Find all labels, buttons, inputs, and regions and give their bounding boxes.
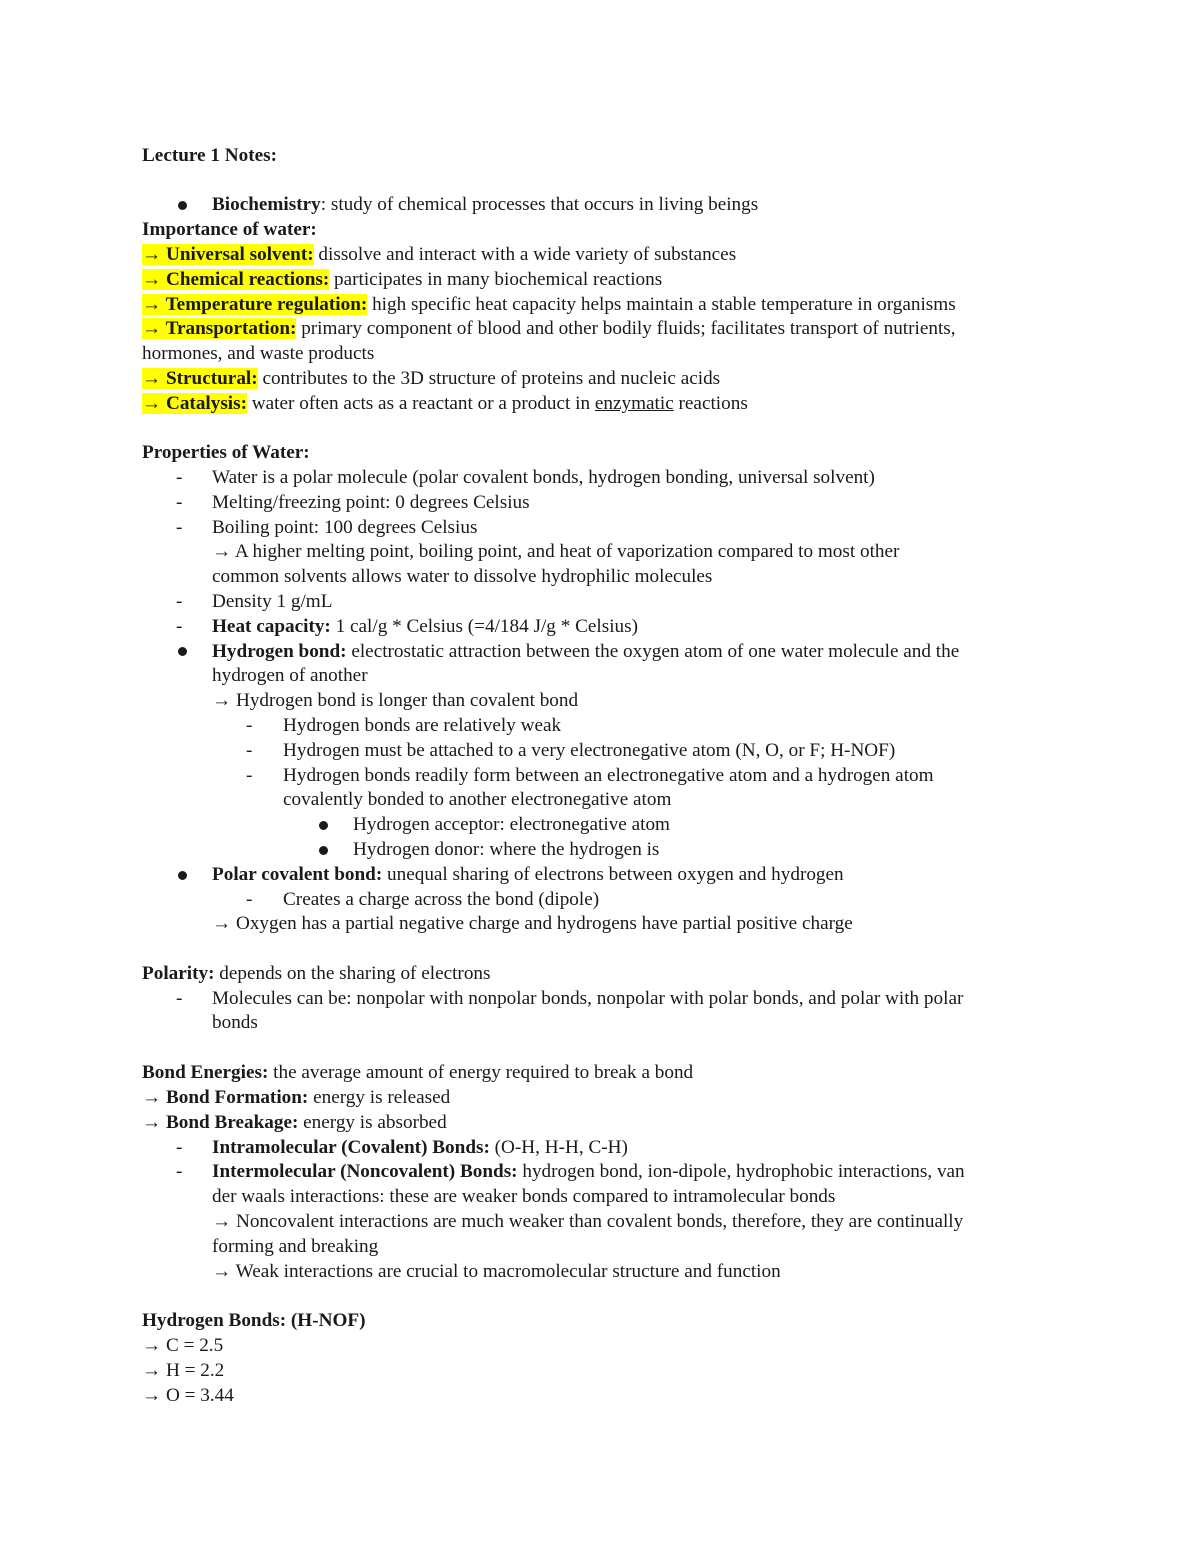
bullet-icon xyxy=(178,871,187,880)
oxygen-note: → Oxygen has a partial negative charge and hydrogens have partial positive charge xyxy=(212,913,853,934)
hydrogen-bond-subitem: Hydrogen bonds are relatively weak xyxy=(283,715,562,736)
importance-item-continued: hormones, and waste products xyxy=(142,343,375,364)
dash-icon: - xyxy=(246,715,253,736)
dash-icon: - xyxy=(246,740,253,761)
noncovalent-note: → Noncovalent interactions are much weaker than covalent bonds, therefore, they are continually xyxy=(212,1211,964,1232)
hydrogen-bonds-heading: Hydrogen Bonds: (H-NOF) xyxy=(142,1310,366,1331)
dash-icon: - xyxy=(176,1137,183,1158)
donor-item: Hydrogen donor: where the hydrogen is xyxy=(353,839,660,860)
dash-icon: - xyxy=(176,517,183,538)
dash-icon: - xyxy=(176,616,183,637)
hydrogen-bond-subitem: Hydrogen bonds readily form between an electronegative atom and a hydrogen atom xyxy=(283,765,934,786)
electronegativity-o: → O = 3.44 xyxy=(142,1385,234,1406)
intermolecular-item: Intermolecular (Noncovalent) Bonds: hydrogen bond, ion-dipole, hydrophobic interactions, van xyxy=(212,1161,965,1182)
property-note-continued: common solvents allows water to dissolve hydrophilic molecules xyxy=(212,566,713,587)
polarity-item-continued: bonds xyxy=(212,1012,258,1033)
hydrogen-bond-subitem: Hydrogen must be attached to a very electronegative atom (N, O, or F; H-NOF) xyxy=(283,740,896,761)
bullet-icon xyxy=(178,647,187,656)
noncovalent-note-continued: forming and breaking xyxy=(212,1236,379,1257)
property-item: Heat capacity: 1 cal/g * Celsius (=4/184 J/g * Celsius) xyxy=(212,616,638,637)
intramolecular-item: Intramolecular (Covalent) Bonds: (O-H, H-H, C-H) xyxy=(212,1137,628,1158)
bond-formation-line: → Bond Formation: energy is released xyxy=(142,1087,451,1108)
importance-item: → Chemical reactions: participates in many biochemical reactions xyxy=(142,269,663,290)
dipole-subitem: Creates a charge across the bond (dipole) xyxy=(283,889,600,910)
polar-covalent-item: Polar covalent bond: unequal sharing of electrons between oxygen and hydrogen xyxy=(212,864,844,885)
property-item: Density 1 g/mL xyxy=(212,591,333,612)
property-item: Water is a polar molecule (polar covalent bonds, hydrogen bonding, universal solvent) xyxy=(212,467,875,488)
polarity-item: Molecules can be: nonpolar with nonpolar bonds, nonpolar with polar bonds, and polar with polar xyxy=(212,988,964,1009)
dash-icon: - xyxy=(246,765,253,786)
dash-icon: - xyxy=(176,591,183,612)
importance-heading: Importance of water: xyxy=(142,219,317,240)
property-note: → A higher melting point, boiling point, and heat of vaporization compared to most other xyxy=(212,541,900,562)
dash-icon: - xyxy=(176,467,183,488)
hydrogen-bond-note: → Hydrogen bond is longer than covalent bond xyxy=(212,690,579,711)
properties-heading: Properties of Water: xyxy=(142,442,310,463)
dash-icon: - xyxy=(246,889,253,910)
acceptor-item: Hydrogen acceptor: electronegative atom xyxy=(353,814,670,835)
importance-item: → Temperature regulation: high specific heat capacity helps maintain a stable temperature in organisms xyxy=(142,294,956,315)
bond-energies-heading: Bond Energies: the average amount of energy required to break a bond xyxy=(142,1062,694,1083)
bullet-icon xyxy=(319,846,328,855)
hydrogen-bond-item: Hydrogen bond: electrostatic attraction between the oxygen atom of one water molecule and the xyxy=(212,641,960,662)
dash-icon: - xyxy=(176,492,183,513)
hydrogen-bond-continued: hydrogen of another xyxy=(212,665,368,686)
intermolecular-item-continued: der waals interactions: these are weaker bonds compared to intramolecular bonds xyxy=(212,1186,836,1207)
hydrogen-bond-subitem-continued: covalently bonded to another electronegative atom xyxy=(283,789,672,810)
biochemistry-line: Biochemistry: study of chemical processes that occurs in living beings xyxy=(212,194,759,215)
electronegativity-c: → C = 2.5 xyxy=(142,1335,224,1356)
importance-item: → Structural: contributes to the 3D structure of proteins and nucleic acids xyxy=(142,368,721,389)
dash-icon: - xyxy=(176,988,183,1009)
bullet-icon xyxy=(178,201,187,210)
property-item: Melting/freezing point: 0 degrees Celsius xyxy=(212,492,530,513)
electronegativity-h: → H = 2.2 xyxy=(142,1360,225,1381)
importance-item: → Catalysis: water often acts as a reactant or a product in enzymatic reactions xyxy=(142,393,748,414)
weak-interactions-note: → Weak interactions are crucial to macromolecular structure and function xyxy=(212,1261,781,1282)
property-item: Boiling point: 100 degrees Celsius xyxy=(212,517,478,538)
importance-item: → Transportation: primary component of blood and other bodily fluids; facilitates transport of nutrients, xyxy=(142,318,956,339)
importance-item: → Universal solvent: dissolve and interact with a wide variety of substances xyxy=(142,244,737,265)
page-title: Lecture 1 Notes: xyxy=(142,145,277,166)
polarity-heading: Polarity: depends on the sharing of electrons xyxy=(142,963,491,984)
bond-breakage-line: → Bond Breakage: energy is absorbed xyxy=(142,1112,447,1133)
dash-icon: - xyxy=(176,1161,183,1182)
bullet-icon xyxy=(319,821,328,830)
